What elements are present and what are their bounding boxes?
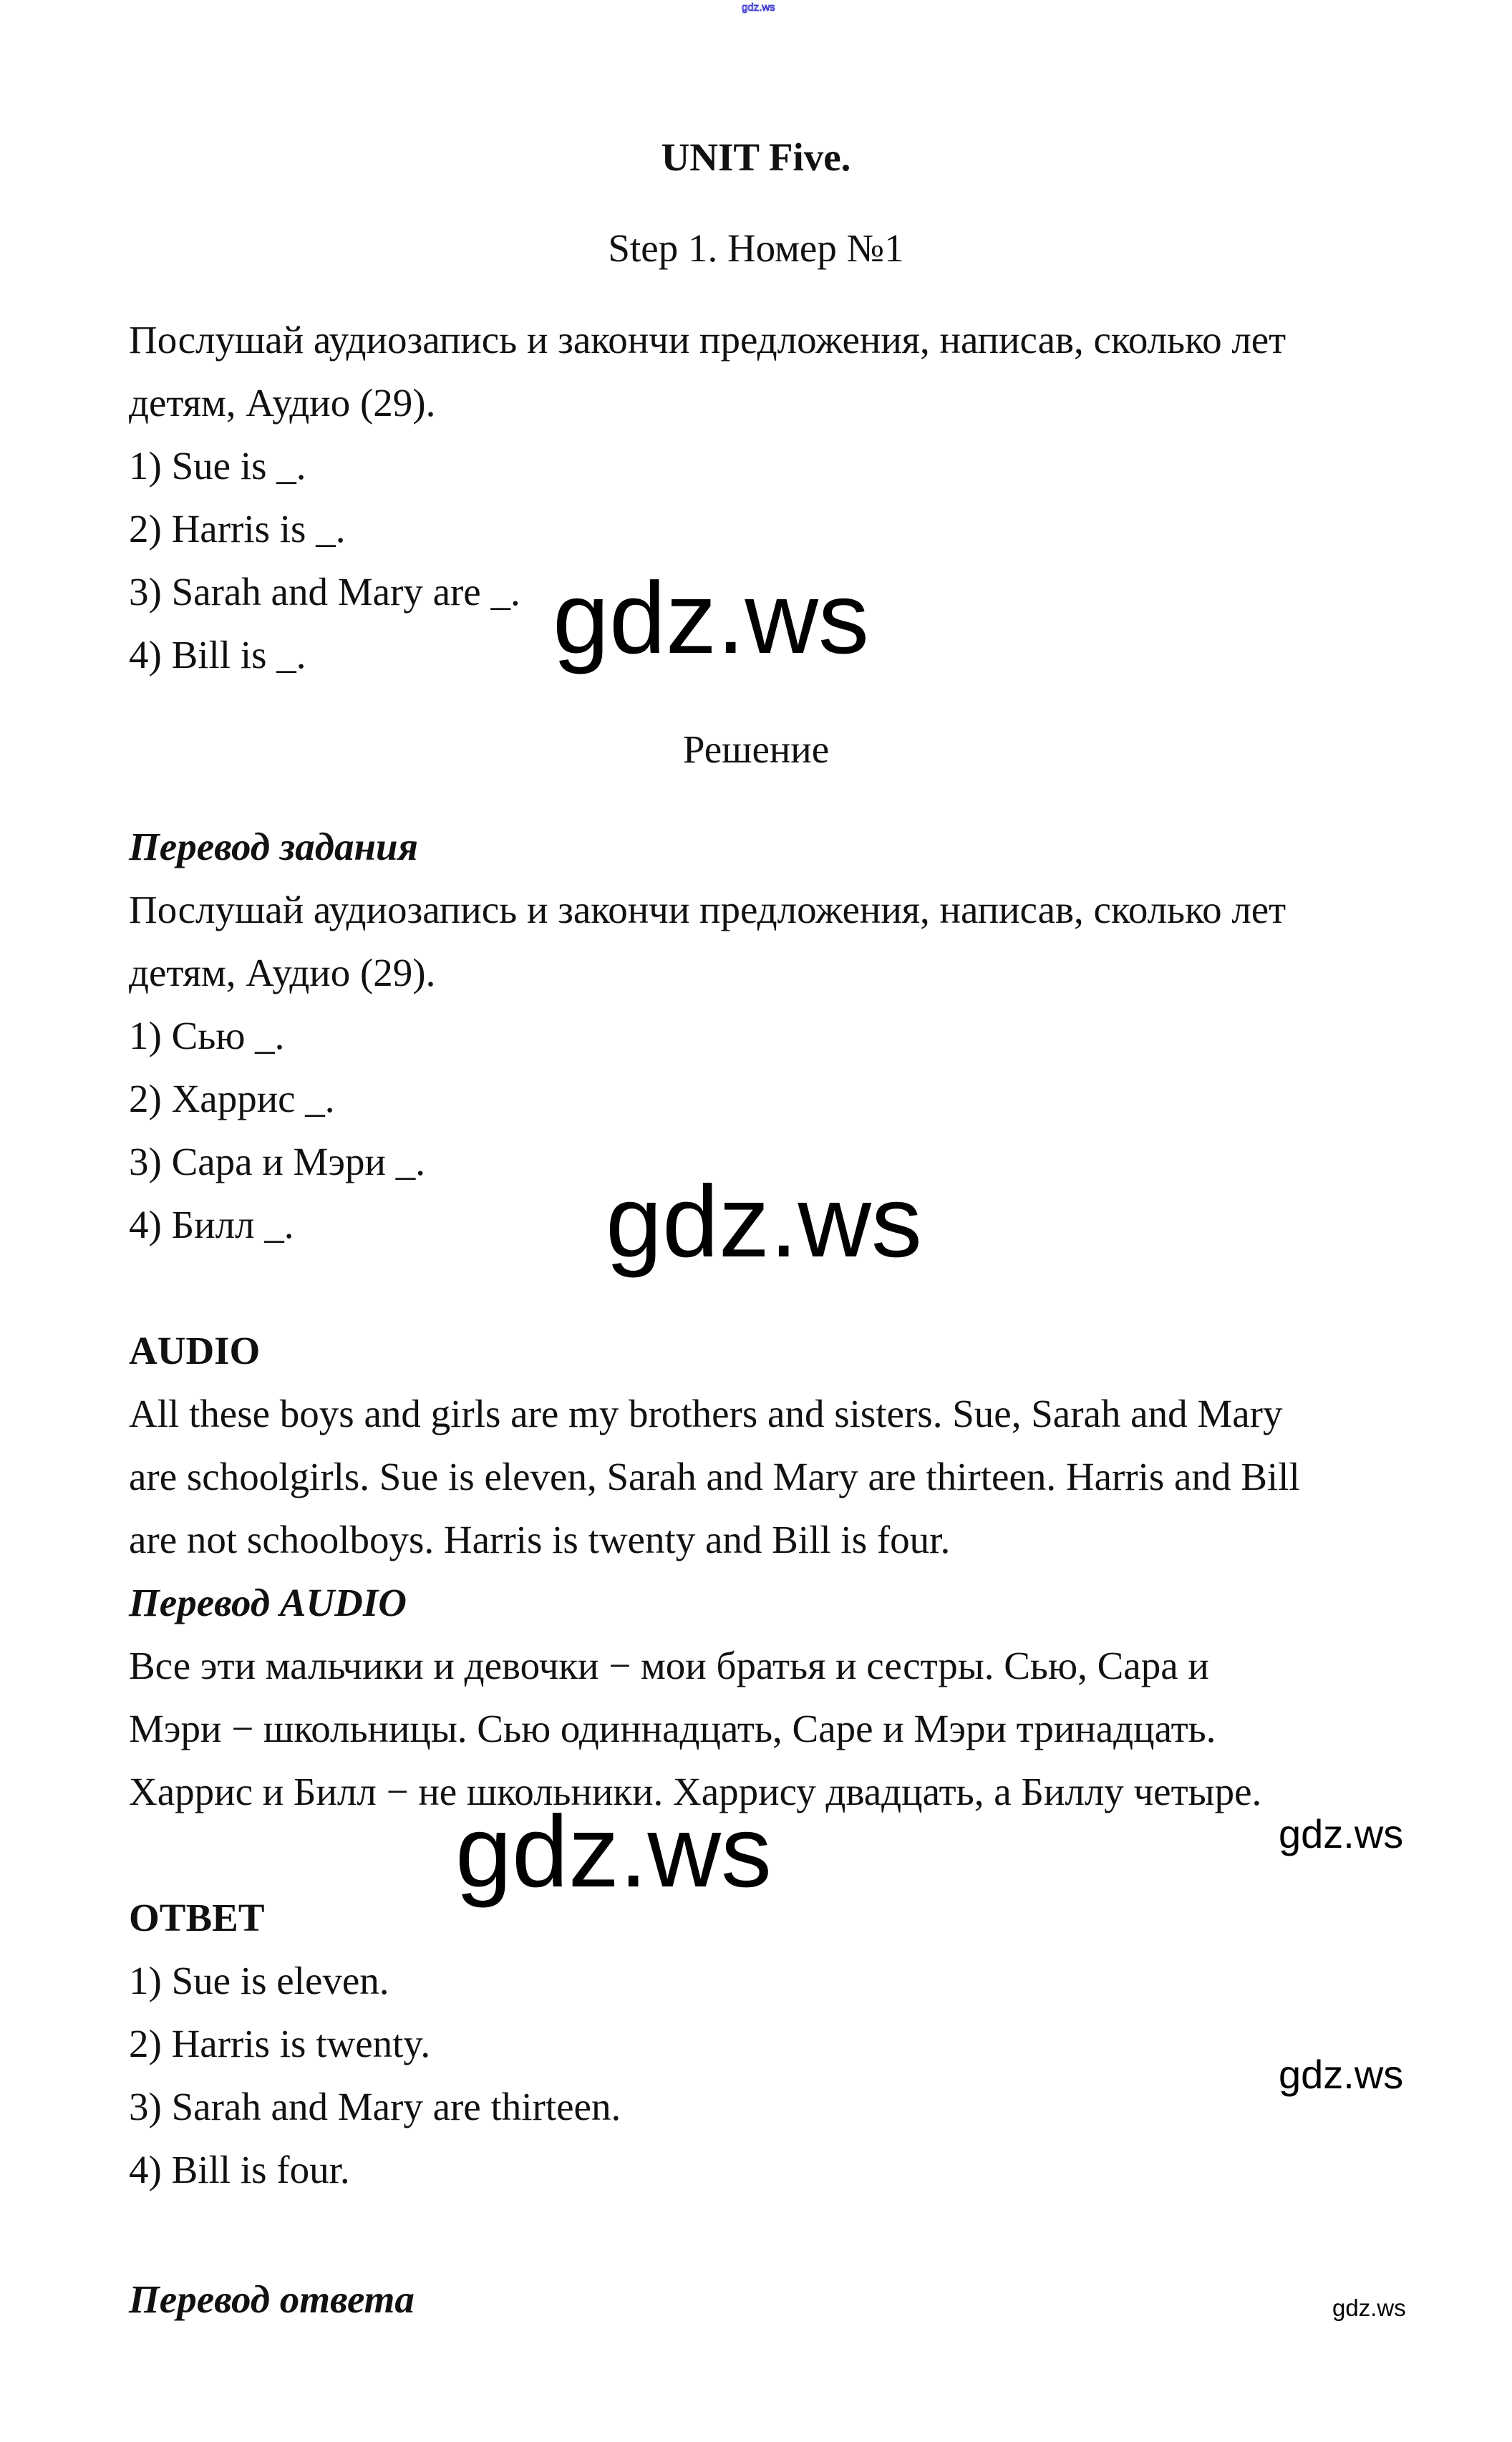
audio-translation-line: Мэри − школьницы. Сью одиннадцать, Саре и Мэри тринадцать. xyxy=(129,1707,1216,1750)
audio-line: are not schoolboys. Harris is twenty and Bill is four. xyxy=(129,1518,951,1561)
answer-heading: ОТВЕТ xyxy=(129,1896,265,1939)
task-translation-line: детям, Аудио (29). xyxy=(129,951,436,994)
task-translation-line: 4) Билл _. xyxy=(129,1203,294,1246)
watermark: gdz.ws xyxy=(1279,1811,1404,1856)
answer-line: 4) Bill is four. xyxy=(129,2148,350,2191)
task-line: 1) Sue is _. xyxy=(129,444,306,488)
task-translation-heading: Перевод задания xyxy=(129,825,418,868)
task-translation-line: 3) Сара и Мэри _. xyxy=(129,1140,425,1183)
watermark: gdz.ws xyxy=(1332,2295,1406,2321)
answer-line: 1) Sue is eleven. xyxy=(129,1959,389,2002)
watermark: gdz.ws xyxy=(553,561,869,675)
audio-translation-line: Все эти мальчики и девочки − мои братья и сестры. Сью, Сара и xyxy=(129,1644,1209,1687)
page-subtitle: Step 1. Номер №1 xyxy=(608,226,904,270)
watermark: gdz.ws xyxy=(1279,2052,1404,2097)
watermark: gdz.ws xyxy=(606,1165,922,1279)
task-line: 2) Harris is _. xyxy=(129,507,346,551)
task-line: Послушай аудиозапись и закончи предложения, написав, сколько лет xyxy=(129,318,1286,362)
audio-line: are schoolgirls. Sue is eleven, Sarah and Mary are thirteen. Harris and Bill xyxy=(129,1455,1300,1498)
answer-translation-heading: Перевод ответа xyxy=(129,2277,415,2321)
answer-line: 2) Harris is twenty. xyxy=(129,2022,431,2065)
task-line: 4) Bill is _. xyxy=(129,633,306,677)
audio-translation-line: Харрис и Билл − не школьники. Харрису двадцать, а Биллу четыре. xyxy=(129,1770,1262,1813)
audio-heading: AUDIO xyxy=(129,1329,261,1372)
solution-heading: Решение xyxy=(682,727,830,771)
task-line: 3) Sarah and Mary are _. xyxy=(129,570,520,614)
header-watermark: gdz.ws xyxy=(742,1,775,14)
answer-line: 3) Sarah and Mary are thirteen. xyxy=(129,2085,621,2128)
audio-translation-heading: Перевод AUDIO xyxy=(129,1581,407,1624)
watermark: gdz.ws xyxy=(455,1795,772,1909)
task-translation-line: 2) Харрис _. xyxy=(129,1077,335,1120)
task-translation-line: Послушай аудиозапись и закончи предложения, написав, сколько лет xyxy=(129,888,1286,931)
task-line: детям, Аудио (29). xyxy=(129,381,436,425)
page-title: UNIT Five. xyxy=(661,135,851,179)
task-translation-line: 1) Сью _. xyxy=(129,1014,285,1057)
audio-line: All these boys and girls are my brothers and sisters. Sue, Sarah and Mary xyxy=(129,1392,1283,1435)
